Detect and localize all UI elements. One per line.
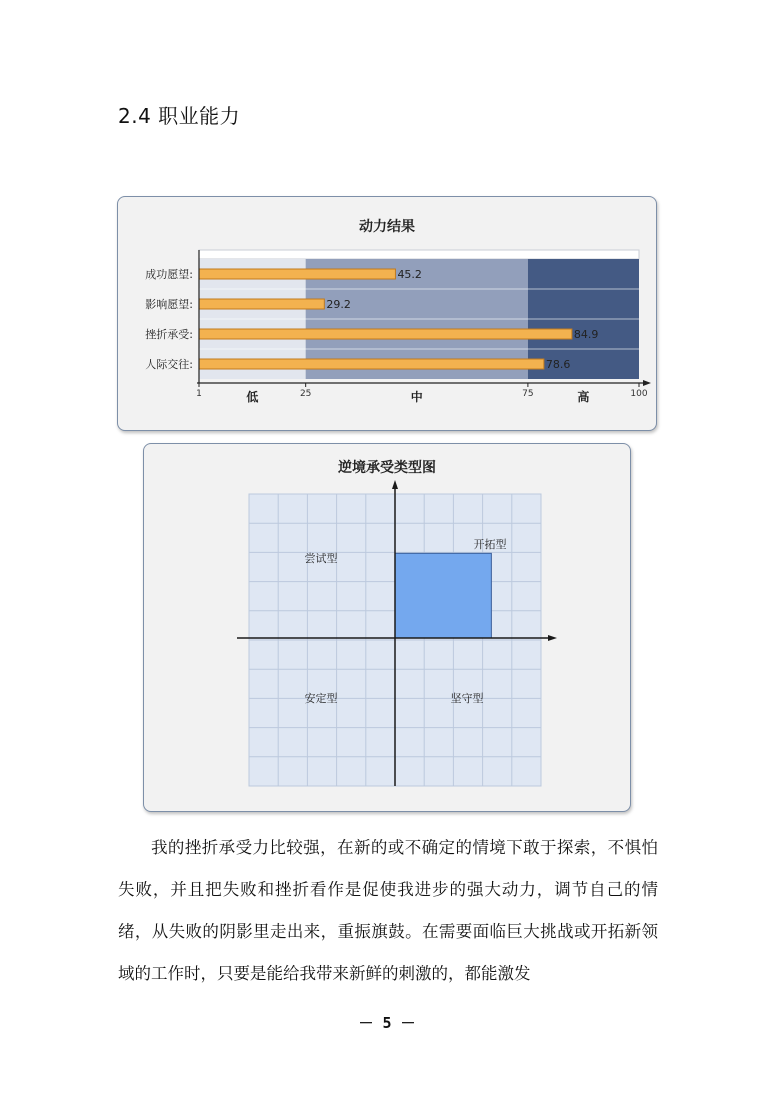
x-tick-label: 75 [522,389,534,399]
bar [199,359,544,369]
zone-label-0: 低 [246,390,259,404]
bar-data-label: 84.9 [573,328,599,341]
plot-header-strip [199,250,639,259]
quadrant-label-top-right: 开拓型 [473,538,507,551]
quadrant-label-bottom-right: 坚守型 [450,692,484,705]
bar [199,299,324,309]
x-tick-label: 100 [630,389,648,399]
category-label: 挫折承受: [145,328,193,341]
chart-title: 动力结果 [359,219,415,235]
bar [199,269,395,279]
category-label: 人际交往: [145,358,193,371]
x-tick-label: 25 [299,389,312,399]
body-paragraph: 我的挫折承受力比较强，在新的或不确定的情境下敢于探索，不惧怕失败，并且把失败和挫折看作是促使我进步的强大动力，调节自己的情绪，从失败的阴影里走出来，重振旗鼓。在需要面临巨大挑战或开拓新领域的工作时，只要是能给我带来新鲜的刺激的，都能激发 [118,838,658,983]
zone-label-1: 中 [410,390,423,404]
quadrant-label-top-left: 尝试型 [304,552,338,565]
chart-title: 逆境承受类型图 [338,460,436,476]
bar-data-label: 78.6 [545,358,571,371]
x-axis-arrow [548,635,557,641]
y-axis-arrow [392,480,398,489]
page-number: － 5 － [358,1014,416,1032]
category-label: 成功愿望: [145,268,193,281]
motivation-chart-panel [117,196,657,431]
x-axis-arrow [643,380,651,386]
motivation-bar-chart [118,197,656,430]
bar-data-label: 29.2 [326,298,351,311]
bar-data-label: 45.2 [397,268,422,281]
x-tick-label: 1 [196,389,202,399]
highlight-region [395,553,491,638]
section-heading: 2.4 职业能力 [118,104,241,128]
adversity-chart-panel [143,443,631,812]
adversity-quadrant-chart [144,444,630,811]
zone-label-2: 高 [577,390,590,404]
quadrant-label-bottom-left: 安定型 [304,692,338,705]
bar [199,329,572,339]
category-label: 影响愿望: [145,298,193,311]
